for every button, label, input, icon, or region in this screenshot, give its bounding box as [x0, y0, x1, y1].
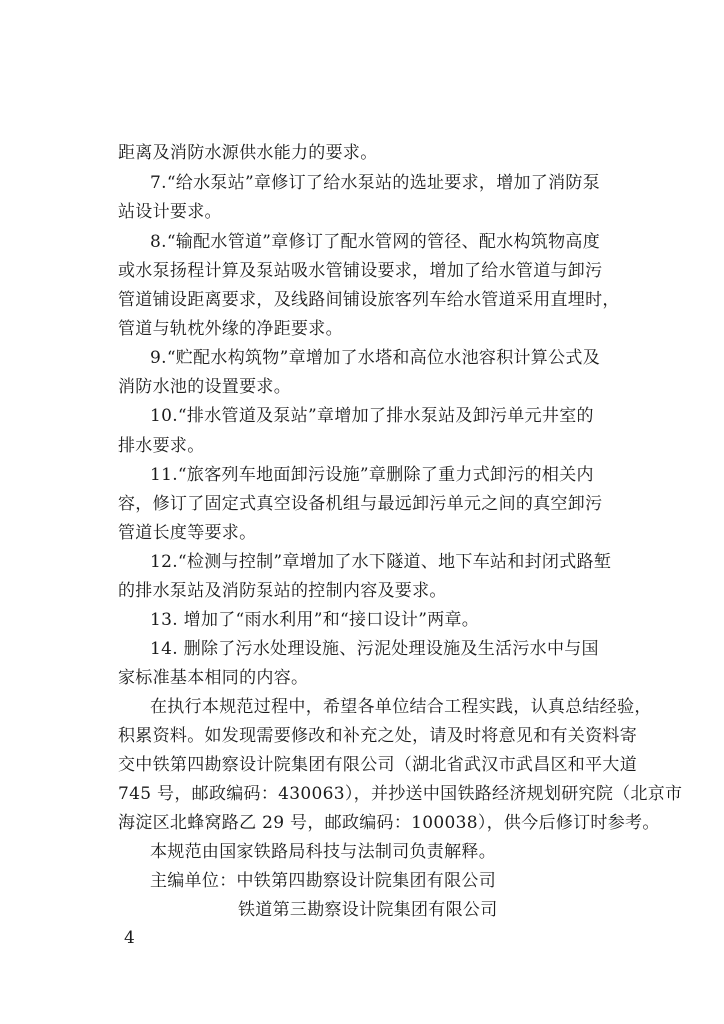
page-number: 4 — [124, 928, 135, 948]
text-line: 管道长度等要求。 — [118, 523, 257, 543]
text-line: 12.“检测与控制”章增加了水下隧道、地下车站和封闭式路堑 — [150, 552, 612, 572]
text-line: 745 号，邮政编码：430063），并抄送中国铁路经济规划研究院（北京市 — [118, 784, 683, 804]
text-line: 距离及消防水源供水能力的要求。 — [118, 143, 378, 163]
text-line: 管道铺设距离要求，及线路间铺设旅客列车给水管道采用直埋时， — [118, 290, 620, 310]
text-line: 11.“旅客列车地面卸污设施”章删除了重力式卸污的相关内 — [150, 465, 594, 485]
text-line: 的排水泵站及消防泵站的控制内容及要求。 — [118, 581, 447, 601]
text-line: 家标准基本相同的内容。 — [118, 668, 309, 688]
text-line: 容，修订了固定式真空设备机组与最远卸污单元之间的真空卸污 — [118, 494, 603, 514]
text-line: 10.“排水管道及泵站”章增加了排水泵站及卸污单元井室的 — [150, 406, 594, 426]
text-line: 主编单位：中铁第四勘察设计院集团有限公司 — [150, 871, 496, 891]
text-line: 站设计要求。 — [118, 202, 222, 222]
text-line: 积累资料。如发现需要修改和补充之处，请及时将意见和有关资料寄 — [118, 726, 637, 746]
text-line: 消防水池的设置要求。 — [118, 377, 291, 397]
text-line: 7.“给水泵站”章修订了给水泵站的选址要求，增加了消防泵 — [150, 173, 601, 193]
text-line: 13. 增加了“雨水利用”和“接口设计”两章。 — [150, 610, 480, 630]
text-line: 海淀区北蜂窝路乙 29 号，邮政编码：100038），供今后修订时参考。 — [118, 813, 660, 833]
text-line: 本规范由国家铁路局科技与法制司负责解释。 — [150, 842, 496, 862]
text-line: 交中铁第四勘察设计院集团有限公司（湖北省武汉市武昌区和平大道 — [118, 755, 637, 775]
text-line: 14. 删除了污水处理设施、污泥处理设施及生活污水中与国 — [150, 639, 599, 659]
text-line: 9.“贮配水构筑物”章增加了水塔和高位水池容积计算公式及 — [150, 348, 601, 368]
text-line: 管道与轨枕外缘的净距要求。 — [118, 319, 343, 339]
text-line: 在执行本规范过程中，希望各单位结合工程实践，认真总结经验， — [150, 697, 652, 717]
text-line: 8.“输配水管道”章修订了配水管网的管径、配水构筑物高度 — [150, 232, 601, 252]
text-line: 铁道第三勘察设计院集团有限公司 — [238, 900, 498, 920]
text-line: 或水泵扬程计算及泵站吸水管铺设要求，增加了给水管道与卸污 — [118, 261, 603, 281]
text-line: 排水要求。 — [118, 436, 205, 456]
